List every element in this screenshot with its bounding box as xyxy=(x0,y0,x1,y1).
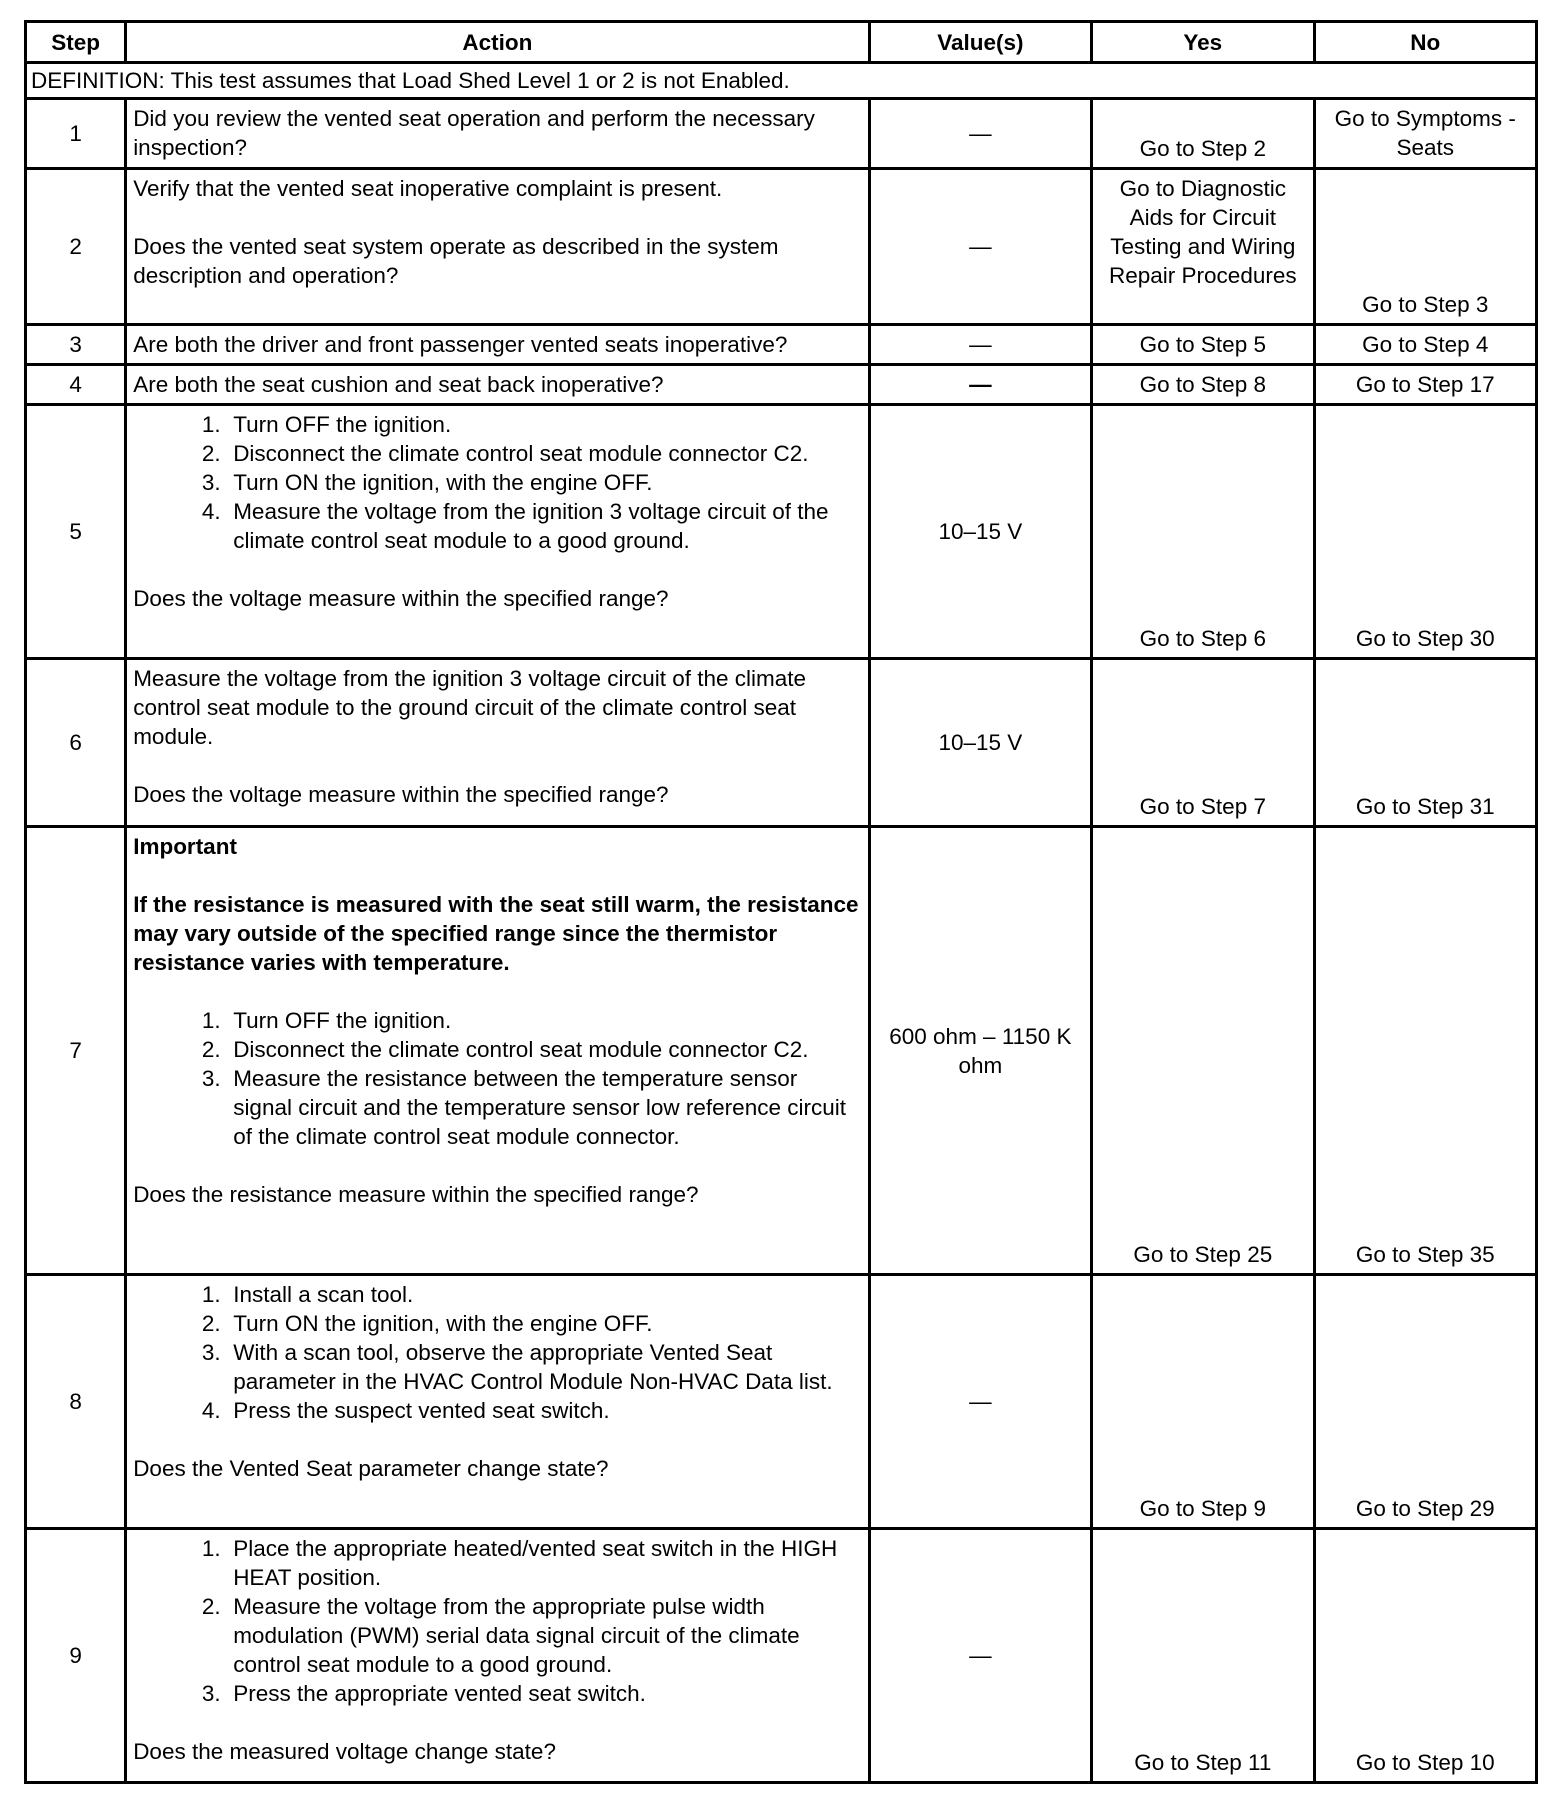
step-number: 1 xyxy=(26,99,126,169)
procedure-list xyxy=(133,1534,861,1708)
action-question: Does the voltage measure within the specified range? xyxy=(133,586,669,611)
action-question: Does the vented seat system operate as described in the system description and operation? xyxy=(133,234,779,288)
action-intro: Measure the voltage from the ignition 3 voltage circuit of the climate control seat module to the ground circuit of the climate control seat module. xyxy=(133,666,807,749)
list-item: 2. Turn ON the ignition, with the engine OFF. xyxy=(233,1309,861,1338)
no-cell: Go to Symptoms - Seats xyxy=(1314,99,1536,169)
procedure-list xyxy=(133,410,861,555)
action-question: Does the voltage measure within the specified range? xyxy=(133,782,669,807)
spacer xyxy=(133,861,861,890)
step-number: 6 xyxy=(26,659,126,827)
list-item: 3. Measure the resistance between the temperature sensor signal circuit and the temperature sensor low reference circuit of the climate control seat module connector. xyxy=(233,1064,861,1151)
action-question: Does the resistance measure within the specified range? xyxy=(133,1182,699,1207)
table-row xyxy=(26,1275,1537,1529)
action-question: Does the Vented Seat parameter change state? xyxy=(133,1456,609,1481)
yes-cell: Go to Diagnostic Aids for Circuit Testing and Wiring Repair Procedures xyxy=(1092,169,1314,325)
no-cell: Go to Step 35 xyxy=(1314,827,1536,1275)
step-number: 4 xyxy=(26,365,126,405)
spacer xyxy=(133,977,861,1006)
list-item: 4. Press the suspect vented seat switch. xyxy=(233,1396,861,1425)
step-number: 2 xyxy=(26,169,126,325)
no-cell: Go to Step 29 xyxy=(1314,1275,1536,1529)
list-item: 1. Place the appropriate heated/vented seat switch in the HIGH HEAT position. xyxy=(233,1534,861,1592)
header-step: Step xyxy=(26,22,126,63)
list-item: 3. With a scan tool, observe the appropriate Vented Seat parameter in the HVAC Control Module Non-HVAC Data list. xyxy=(233,1338,861,1396)
spacer xyxy=(133,1708,861,1737)
list-item: 2. Disconnect the climate control seat module connector C2. xyxy=(233,1035,861,1064)
step-number: 3 xyxy=(26,325,126,365)
step-number: 9 xyxy=(26,1529,126,1783)
header-no: No xyxy=(1314,22,1536,63)
no-cell: Go to Step 4 xyxy=(1314,325,1536,365)
action-cell xyxy=(126,169,869,325)
spacer xyxy=(133,555,861,584)
yes-cell: Go to Step 5 xyxy=(1092,325,1314,365)
spacer xyxy=(133,1151,861,1180)
value-cell: — xyxy=(869,1275,1091,1529)
important-text: If the resistance is measured with the seat still warm, the resistance may vary outside of the specified range since the thermistor resistance varies with temperature. xyxy=(133,892,859,975)
list-item: 2. Measure the voltage from the appropriate pulse width modulation (PWM) serial data signal circuit of the climate control seat module to a good ground. xyxy=(233,1592,861,1679)
yes-cell: Go to Step 9 xyxy=(1092,1275,1314,1529)
action-intro: Verify that the vented seat inoperative complaint is present. xyxy=(133,176,723,201)
list-item: 1. Turn OFF the ignition. xyxy=(233,1006,861,1035)
no-cell: Go to Step 3 xyxy=(1314,169,1536,325)
table-row xyxy=(26,365,1537,405)
table-row xyxy=(26,1529,1537,1783)
spacer xyxy=(133,1425,861,1454)
table-row xyxy=(26,169,1537,325)
list-item: 1. Turn OFF the ignition. xyxy=(233,410,861,439)
step-number: 5 xyxy=(26,405,126,659)
yes-cell: Go to Step 8 xyxy=(1092,365,1314,405)
list-item: 4. Measure the voltage from the ignition 3 voltage circuit of the climate control seat module to a good ground. xyxy=(233,497,861,555)
procedure-list xyxy=(133,1280,861,1425)
table-row xyxy=(26,827,1537,1275)
action-cell: Did you review the vented seat operation and perform the necessary inspection? xyxy=(126,99,869,169)
spacer xyxy=(133,203,861,232)
action-cell xyxy=(126,405,869,659)
step-number: 7 xyxy=(26,827,126,1275)
yes-cell: Go to Step 7 xyxy=(1092,659,1314,827)
list-item: 1. Install a scan tool. xyxy=(233,1280,861,1309)
value-cell: — xyxy=(869,1529,1091,1783)
no-cell: Go to Step 31 xyxy=(1314,659,1536,827)
yes-cell: Go to Step 2 xyxy=(1092,99,1314,169)
action-question: Does the measured voltage change state? xyxy=(133,1739,556,1764)
list-item: 3. Press the appropriate vented seat switch. xyxy=(233,1679,861,1708)
value-cell: 10–15 V xyxy=(869,405,1091,659)
table-row xyxy=(26,659,1537,827)
header-values: Value(s) xyxy=(869,22,1091,63)
no-cell: Go to Step 30 xyxy=(1314,405,1536,659)
action-cell xyxy=(126,827,869,1275)
no-cell: Go to Step 10 xyxy=(1314,1529,1536,1783)
value-cell: — xyxy=(869,99,1091,169)
header-yes: Yes xyxy=(1092,22,1314,63)
value-cell: — xyxy=(869,169,1091,325)
definition-text: DEFINITION: This test assumes that Load Shed Level 1 or 2 is not Enabled. xyxy=(26,63,1537,99)
header-row xyxy=(26,22,1537,63)
no-cell: Go to Step 17 xyxy=(1314,365,1536,405)
definition-row xyxy=(26,63,1537,99)
table-row xyxy=(26,325,1537,365)
value-cell: 10–15 V xyxy=(869,659,1091,827)
table-row xyxy=(26,405,1537,659)
action-cell xyxy=(126,1529,869,1783)
diagnostic-table xyxy=(24,20,1538,1784)
list-item: 3. Turn ON the ignition, with the engine OFF. xyxy=(233,468,861,497)
value-cell: — xyxy=(869,325,1091,365)
action-cell: Are both the seat cushion and seat back inoperative? xyxy=(126,365,869,405)
procedure-list xyxy=(133,1006,861,1151)
action-cell xyxy=(126,1275,869,1529)
step-number: 8 xyxy=(26,1275,126,1529)
table-row xyxy=(26,99,1537,169)
header-action: Action xyxy=(126,22,869,63)
value-cell: — xyxy=(869,365,1091,405)
yes-cell: Go to Step 11 xyxy=(1092,1529,1314,1783)
yes-cell: Go to Step 25 xyxy=(1092,827,1314,1275)
yes-cell: Go to Step 6 xyxy=(1092,405,1314,659)
important-title: Important xyxy=(133,834,237,859)
action-cell: Are both the driver and front passenger vented seats inoperative? xyxy=(126,325,869,365)
value-cell: 600 ohm – 1150 K ohm xyxy=(869,827,1091,1275)
spacer xyxy=(133,751,861,780)
list-item: 2. Disconnect the climate control seat module connector C2. xyxy=(233,439,861,468)
action-cell xyxy=(126,659,869,827)
